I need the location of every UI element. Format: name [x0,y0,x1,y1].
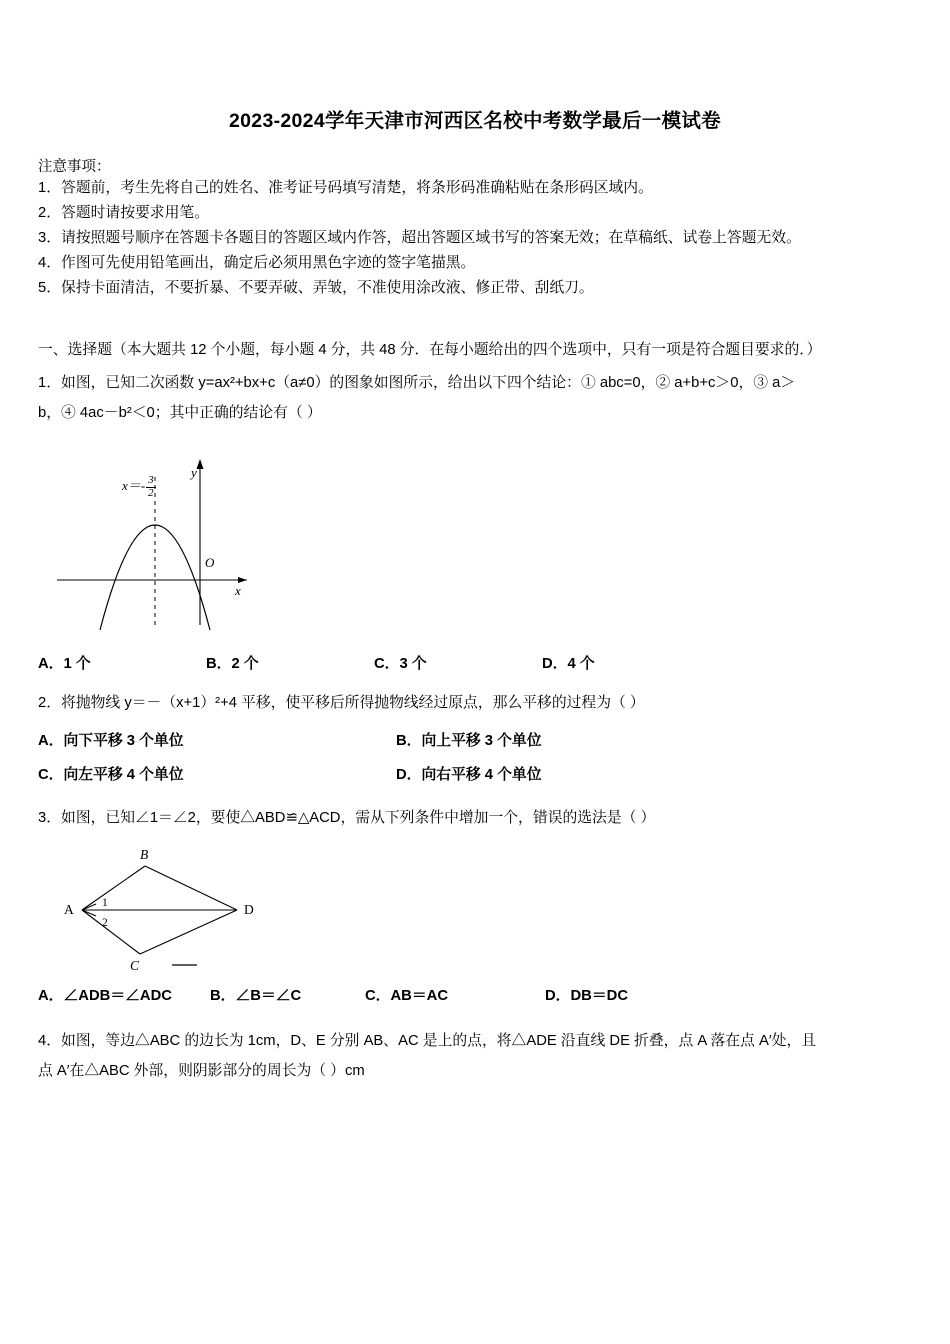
question-3-option-a[interactable]: A．∠ADB＝∠ADC [38,988,172,1004]
notice-item: 2．答题时请按要求用笔。 [38,205,209,221]
question-1-option-d[interactable]: D．4 个 [542,656,595,672]
question-1-option-b[interactable]: B．2 个 [206,656,259,672]
vertex-label-c: C [130,958,140,973]
question-1-option-a[interactable]: A．1 个 [38,656,91,672]
question-1-figure [52,445,908,640]
question-3-option-d[interactable]: D．DB＝DC [545,988,629,1004]
notice-item: 5．保持卡面清洁，不要折暴、不要弄破、弄皱，不准使用涂改液、修正带、刮纸刀。 [38,280,594,296]
fraction-three-halves [146,475,156,499]
question-4-stem [38,1027,908,1055]
question-1-option-c[interactable]: C．3 个 [374,656,427,672]
question-1-number: 1． [38,375,62,391]
vertex-label-a: A [64,902,74,917]
angle-label-1: 1 [102,897,108,909]
notice-item: 1．答题前，考生先将自己的姓名、准考证号码填写清楚，将条形码准确粘贴在条形码区域内。 [38,180,653,196]
notice-item: 3．请按照题号顺序在答题卡各题目的答题区域内作答，超出答题区域书写的答案无效；在草稿纸、试卷上答题无效。 [38,230,801,246]
question-1-line1: 如图，已知二次函数 y=ax²+bx+c（a≠0）的图象如图所示，给出以下四个结论：① abc=0，② a+b+c＞0，③ a＞ [61,375,796,391]
y-axis-label: y [191,465,197,480]
triangle-abd-acd-diagram [52,844,352,974]
question-3-stem [38,804,908,832]
question-2-line1: 将抛物线 y＝－（x+1）²+4 平移，使平移后所得抛物线经过原点，那么平移的过程为（ ） [61,695,645,711]
question-2-number: 2． [38,695,62,711]
question-1-options [38,652,908,673]
notice-heading: 注意事项： [38,159,111,175]
question-3-number: 3． [38,810,62,826]
page-title: 2023-2024学年天津市河西区名校中考数学最后一模试卷 [229,110,721,132]
fraction-denominator: 2 [148,486,154,499]
question-4-line1: 如图，等边△ABC 的边长为 1cm，D、E 分别 AB、AC 是上的点，将△ADE 沿直线 DE 折叠，点 A 落在点 A′处，且 [61,1033,817,1049]
question-4-number: 4． [38,1033,62,1049]
x-axis-label: x [235,583,241,598]
question-2-options-row1 [38,729,908,750]
notice-item: 4．作图可先使用铅笔画出，确定后必须用黑色字迹的签字笔描黑。 [38,255,476,271]
section-heading: 一、选择题（本大题共 12 个小题，每小题 4 分，共 48 分．在每小题给出的四个选项中，只有一项是符合题目要求的．） [38,342,822,358]
question-3-option-c[interactable]: C．AB＝AC [365,988,449,1004]
question-2-option-d[interactable]: D．向右平移 4 个单位 [396,767,542,783]
question-2-option-c[interactable]: C．向左平移 4 个单位 [38,767,184,783]
notice-list [38,176,908,301]
question-3-line1: 如图，已知∠1＝∠2，要使△ABD≌△ACD，需从下列条件中增加一个，错误的选法是（ ） [61,810,656,826]
question-2-option-a[interactable]: A．向下平移 3 个单位 [38,733,184,749]
vertex-label-d: D [244,902,254,917]
fraction-numerator: 3 [148,474,154,486]
axis-of-symmetry-label [122,475,202,499]
question-1-stem [38,369,908,397]
parabola-graph [52,445,412,640]
vertex-label-b: B [140,847,149,862]
question-1-line2: b，④ 4ac－b²＜0；其中正确的结论有（ ） [38,405,322,421]
question-3-options [38,984,908,1005]
angle-label-2: 2 [102,917,108,929]
question-2-stem [38,689,908,717]
question-2-options-row2 [38,763,908,784]
question-4-line2: 点 A′在△ABC 外部，则阴影部分的周长为（ ）cm [38,1063,365,1079]
origin-label: O [205,555,215,570]
question-3-option-b[interactable]: B．∠B＝∠C [210,988,302,1004]
question-2-option-b[interactable]: B．向上平移 3 个单位 [396,733,542,749]
axis-label-text: x＝- [122,478,146,494]
question-3-figure [52,844,908,974]
